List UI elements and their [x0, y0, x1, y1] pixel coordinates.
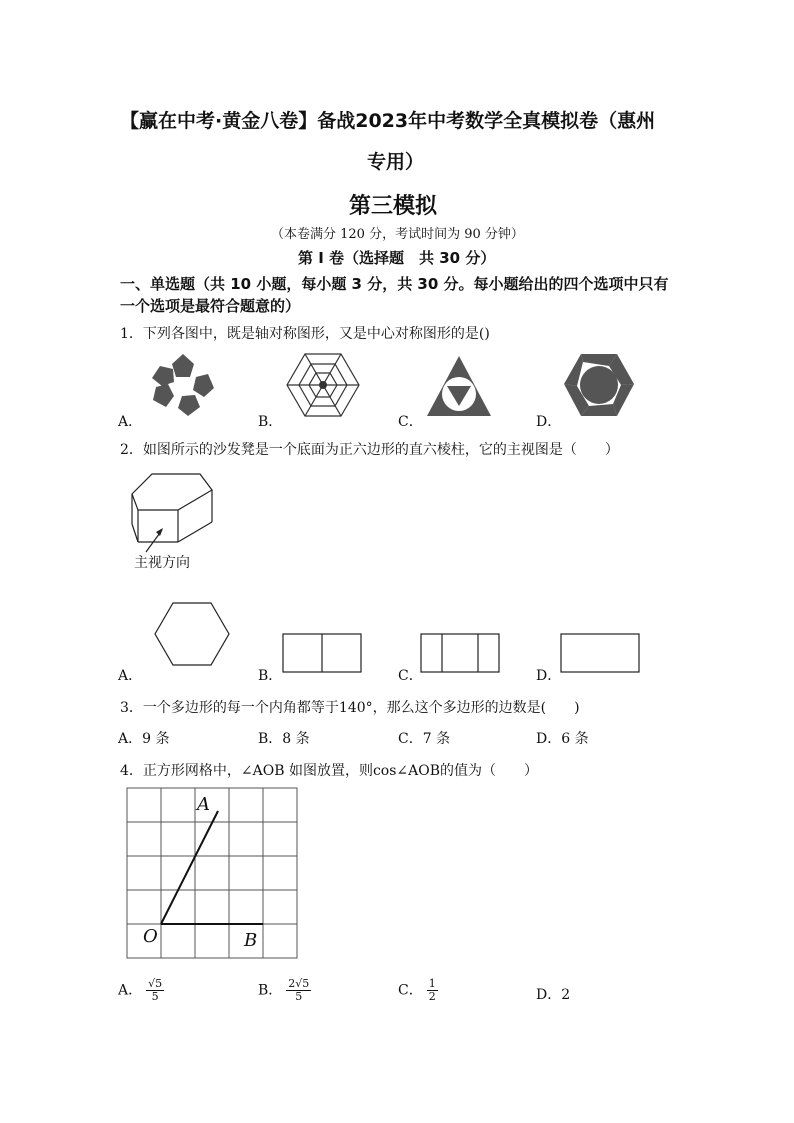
- point-b-label: B: [244, 930, 258, 951]
- page-title: 【赢在中考·黄金八卷】备战2023年中考数学全真模拟卷（惠州: [120, 110, 656, 132]
- q2-option-a[interactable]: A．: [118, 668, 143, 684]
- q1-figure-c: [425, 354, 493, 418]
- q1-figure-a: [148, 352, 218, 420]
- q4-option-a-fraction: $\frac{√5}{5}$: [148, 977, 163, 1003]
- q1-option-b[interactable]: B．: [258, 414, 283, 430]
- q3-option-d[interactable]: D．6 条: [536, 731, 589, 747]
- q4-option-c-label: C．: [398, 982, 423, 999]
- q1-option-a[interactable]: A．: [118, 414, 143, 430]
- question-2-stem: 2．如图所示的沙发凳是一个底面为正六边形的直六棱柱，它的主视图是（ ）: [120, 442, 619, 458]
- q2-option-c-rect: [420, 633, 500, 673]
- q2-option-b[interactable]: B．: [258, 668, 283, 684]
- q1-figure-d: [563, 352, 635, 420]
- question-4-stem: 4．正方形网格中，∠AOB 如图放置，则cos∠AOB的值为（ ）: [120, 763, 539, 779]
- q2-option-c[interactable]: C．: [398, 668, 423, 684]
- q3-option-b[interactable]: B．8 条: [258, 731, 310, 747]
- q2-option-d[interactable]: D．: [536, 668, 562, 684]
- exam-note: （本卷满分 120 分，考试时间为 90 分钟）: [271, 227, 524, 242]
- view-direction-label: 主视方向: [134, 555, 190, 571]
- q4-option-a-label: A．: [118, 982, 143, 999]
- q2-option-d-rect: [560, 633, 640, 673]
- q2-prism-figure: [130, 472, 216, 552]
- q4-option-b-label: B．: [258, 982, 283, 999]
- q1-option-d[interactable]: D．: [536, 414, 562, 430]
- q3-option-c[interactable]: C．7 条: [398, 731, 451, 747]
- section-heading-cont: 一个选项是最符合题意的）: [120, 297, 301, 315]
- question-3-stem: 3．一个多边形的每一个内角都等于140°，那么这个多边形的边数是( ): [120, 700, 580, 716]
- point-a-label: A: [197, 794, 210, 815]
- section-heading: 一、单选题（共 10 小题，每小题 3 分，共 30 分。每小题给出的四个选项中只有: [120, 275, 669, 293]
- q2-option-a-hexagon: [154, 602, 230, 666]
- q1-figure-b: [286, 352, 360, 418]
- q4-option-a[interactable]: [118, 978, 164, 1003]
- q4-option-b[interactable]: [258, 978, 311, 1003]
- q4-option-d[interactable]: D．2: [536, 987, 571, 1003]
- q2-option-b-rect: [282, 633, 362, 673]
- q4-option-c-fraction: $\frac{1}{2}$: [428, 977, 436, 1003]
- paper-subtitle: 第三模拟: [349, 194, 438, 219]
- question-1-stem: 1．下列各图中，既是轴对称图形，又是中心对称图形的是(): [120, 326, 490, 342]
- q4-option-c[interactable]: [398, 978, 438, 1003]
- q4-option-b-fraction: $\frac{2√5}{5}$: [288, 977, 310, 1003]
- point-o-label: O: [143, 926, 158, 947]
- part-heading: 第 I 卷（选择题 共 30 分）: [298, 249, 496, 267]
- q3-option-a[interactable]: A．9 条: [118, 731, 170, 747]
- q1-option-c[interactable]: C．: [398, 414, 423, 430]
- page-title-cont: 专用）: [367, 151, 425, 173]
